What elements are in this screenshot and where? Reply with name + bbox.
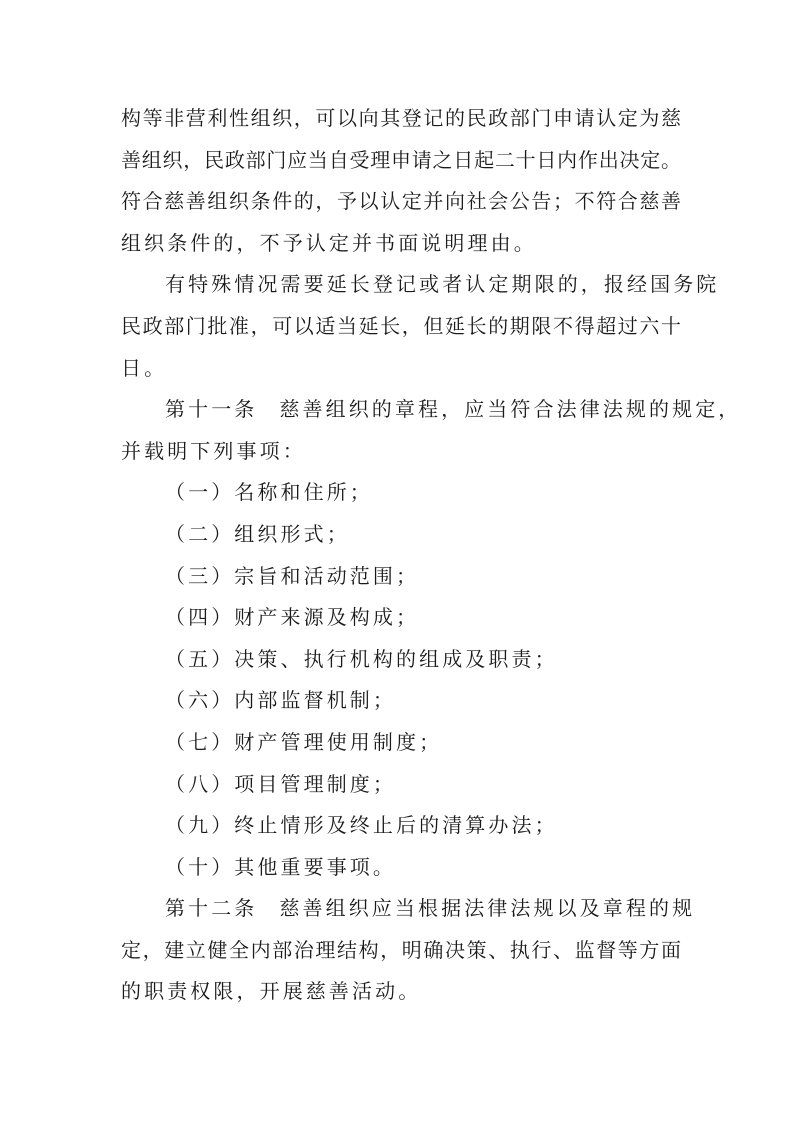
text-line: 组织条件的，不予认定并书面说明理由。 xyxy=(121,230,537,255)
article-line xyxy=(121,888,696,930)
list-item: （六）内部监督机制； xyxy=(165,688,396,713)
list-item: （八）项目管理制度； xyxy=(165,771,396,796)
text-line: 的职责权限，开展慈善活动。 xyxy=(121,979,422,1004)
text-line: 民政部门批准，可以适当延长，但延长的期限不得超过六十 xyxy=(121,313,681,338)
list-item: （二）组织形式； xyxy=(165,521,350,546)
document-body xyxy=(121,98,742,1013)
text-line: 符合慈善组织条件的，予以认定并向社会公告；不符合慈善 xyxy=(121,189,681,214)
list-item: （一）名称和住所； xyxy=(165,480,373,505)
text-line: 日。 xyxy=(121,355,168,380)
list-item: （五）决策、执行机构的组成及职责； xyxy=(165,646,558,671)
text-line: 构等非营利性组织，可以向其登记的民政部门申请认定为慈 xyxy=(121,106,681,130)
article-text: 慈善组织的章程，应当符合法律法规的规定， xyxy=(279,397,742,422)
article-line xyxy=(121,389,742,431)
list-item: （十）其他重要事项。 xyxy=(165,854,396,879)
list-item: （三）宗旨和活动范围； xyxy=(165,563,420,588)
text-line: 定，建立健全内部治理结构，明确决策、执行、监督等方面 xyxy=(121,937,681,962)
list-item: （四）财产来源及构成； xyxy=(165,605,420,630)
article-number: 第十二条 xyxy=(165,896,258,921)
text-line: 并载明下列事项： xyxy=(121,438,306,463)
article-text: 慈善组织应当根据法律法规以及章程的规 xyxy=(279,896,696,921)
list-item: （七）财产管理使用制度； xyxy=(165,729,443,754)
text-line: 有特殊情况需要延长登记或者认定期限的，报经国务院 xyxy=(165,272,720,297)
article-number: 第十一条 xyxy=(165,397,258,422)
text-line: 善组织，民政部门应当自受理申请之日起二十日内作出决定。 xyxy=(121,147,681,172)
list-item: （九）终止情形及终止后的清算办法； xyxy=(165,813,558,838)
